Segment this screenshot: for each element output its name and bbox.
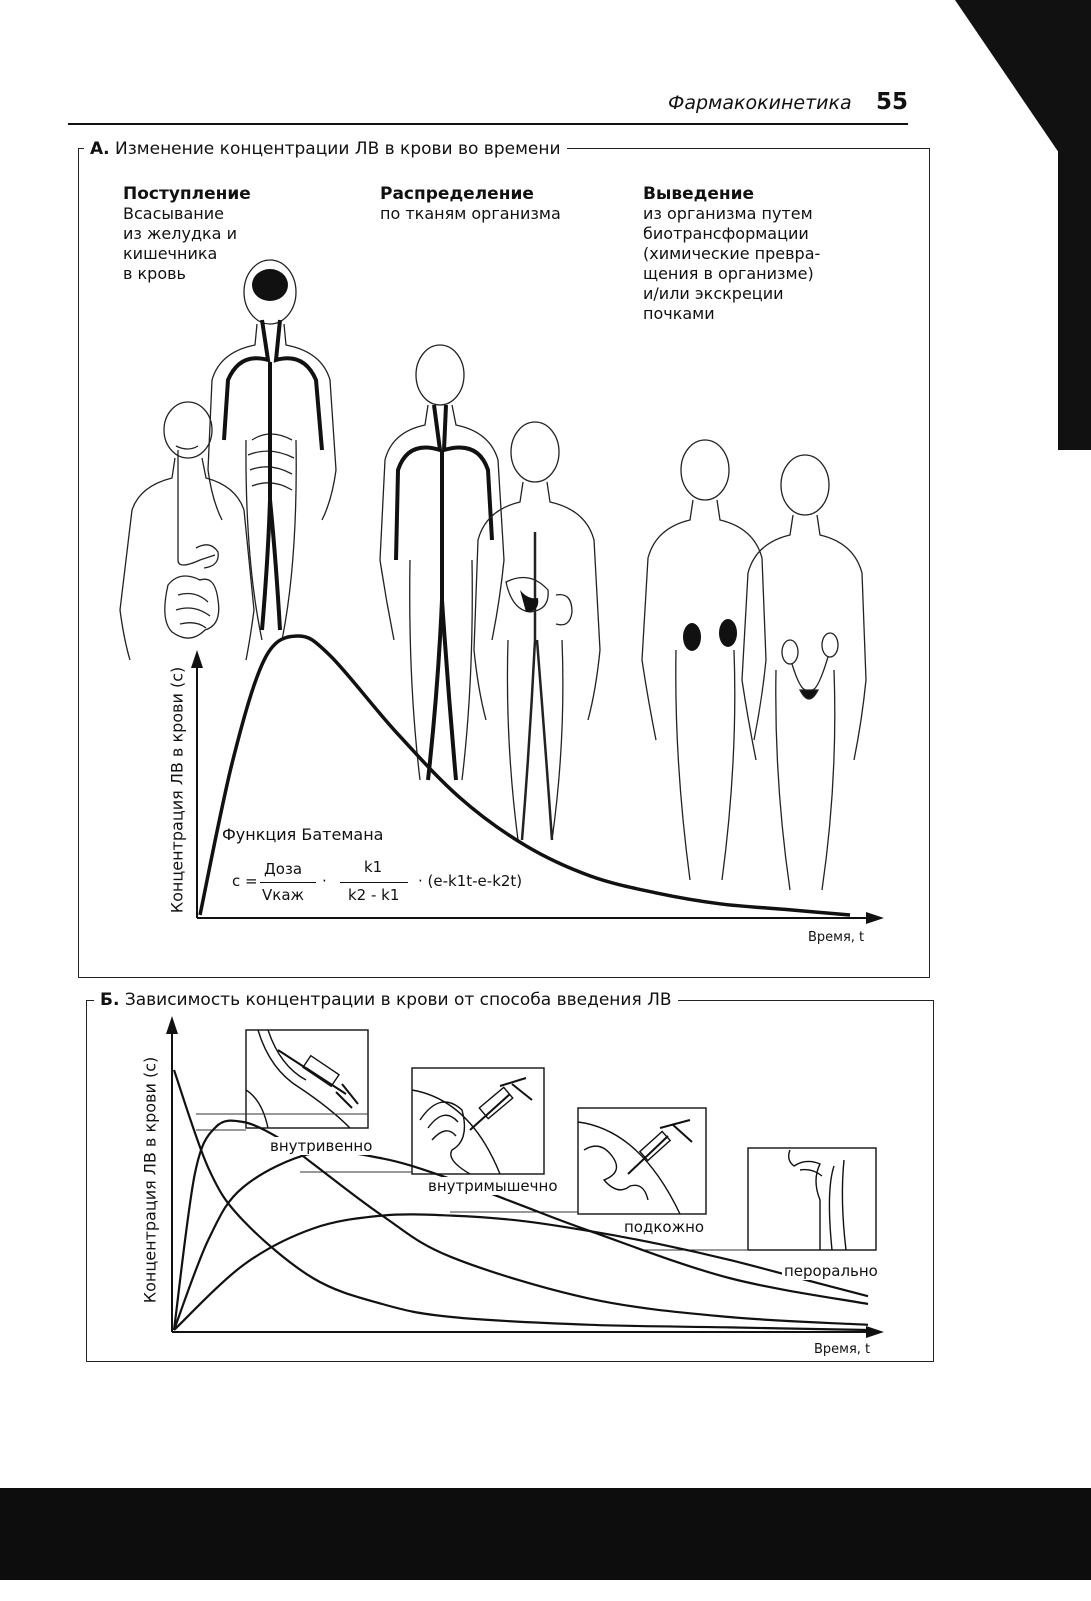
panel-a-letter: А. <box>90 139 110 159</box>
y-axis-arrow-icon <box>166 1016 178 1034</box>
panel-b-y-axis-label: Концентрация ЛВ в крови (c) <box>140 1056 160 1304</box>
bateman-function-name: Функция Батемана <box>222 825 384 844</box>
panel-a-y-axis-label: Концентрация ЛВ в крови (c) <box>167 666 187 914</box>
column-text: из организма путем биотрансформации (химические превра- щения в организме) и/или экскреции почками <box>643 204 821 323</box>
column-heading: Поступление <box>123 184 251 204</box>
inset-im <box>412 1068 544 1174</box>
formula-volume: Vкаж <box>262 886 305 904</box>
route-label-oral: перорально <box>784 1262 878 1280</box>
panel-b-x-axis-label: Время, t <box>814 1342 871 1357</box>
panel-a-title-text: Изменение концентрации ЛВ в крови во времени <box>115 139 561 159</box>
panel-b-letter: Б. <box>100 990 120 1010</box>
inset-oral <box>748 1148 876 1250</box>
inset-iv <box>246 1030 368 1128</box>
formula-lhs: c = <box>232 872 258 890</box>
route-label-im: внутримышечно <box>428 1177 558 1195</box>
route-label-iv: внутривенно <box>270 1137 373 1155</box>
page-number: 55 <box>876 89 909 115</box>
running-title: Фармакокинетика <box>668 92 852 114</box>
formula-dot: · <box>322 872 327 890</box>
formula-dose: Доза <box>264 860 303 878</box>
formula-k1: k1 <box>364 858 383 876</box>
route-label-sc: подкожно <box>624 1218 705 1236</box>
formula-exp-term: · (e-k1t-e-k2t) <box>418 872 523 890</box>
inset-sc <box>578 1108 706 1214</box>
column-text: Всасывание из желудка и кишечника в кровь <box>123 204 237 283</box>
formula-k2-minus-k1: k2 - k1 <box>348 886 400 904</box>
x-axis-arrow-icon <box>866 1326 884 1338</box>
panel-a-x-axis-label: Время, t <box>808 930 865 945</box>
column-heading: Выведение <box>643 184 755 204</box>
column-heading: Распределение <box>380 184 534 204</box>
column-text: по тканям организма <box>380 204 561 223</box>
panel-b-title-text: Зависимость концентрации в крови от способа введения ЛВ <box>124 990 672 1010</box>
